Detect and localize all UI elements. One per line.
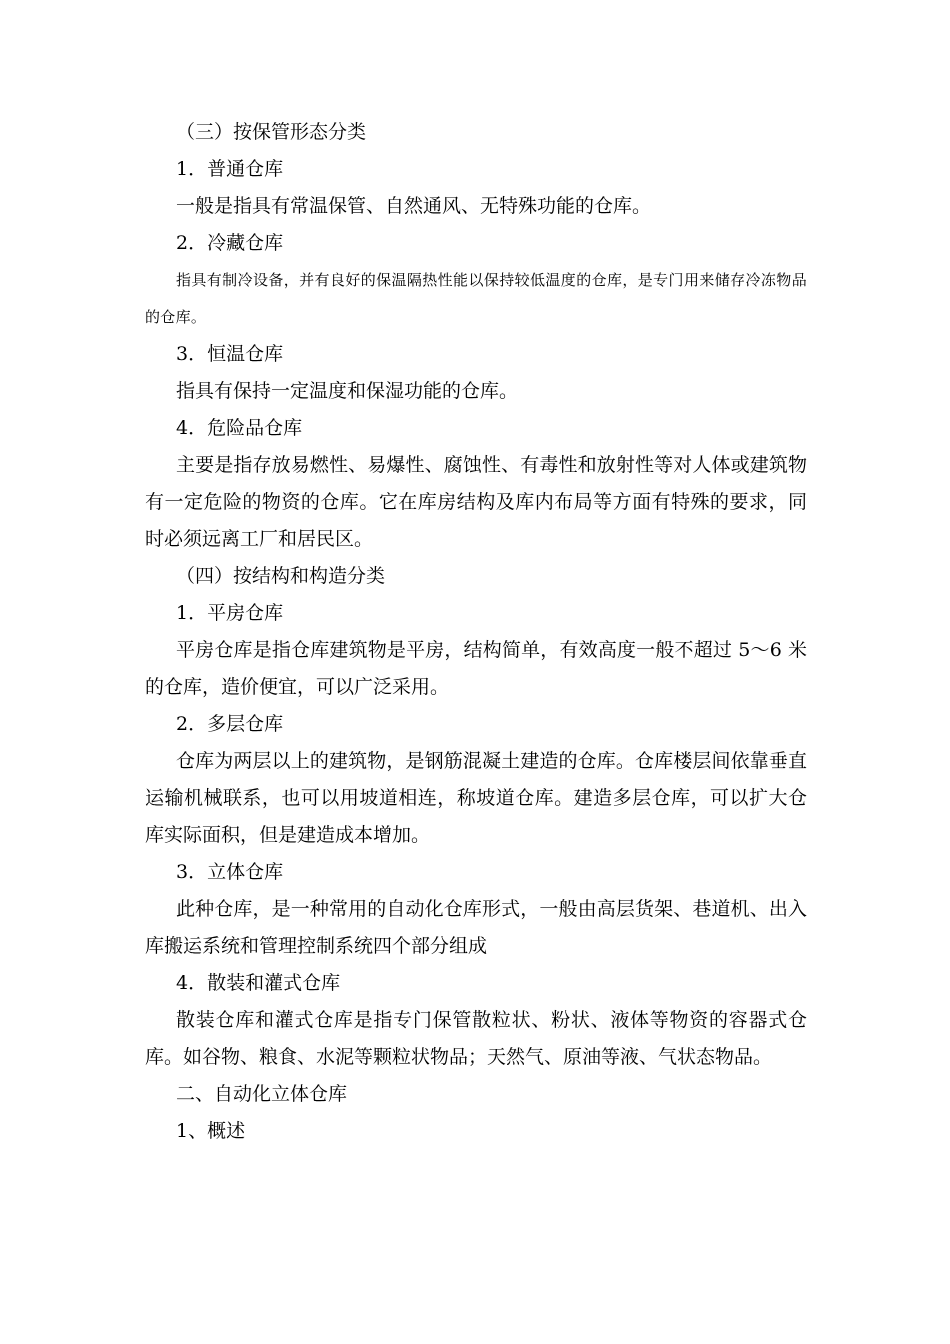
subheading-overview: 1、概述 xyxy=(176,1120,246,1142)
item-heading-multi-storey: 2．多层仓库 xyxy=(176,713,284,735)
paragraph-cold-storage: 指具有制冷设备，并有良好的保温隔热性能以保持较低温度的仓库，是专门用来储存冷冻物品的仓库。 xyxy=(145,271,807,326)
item-heading-single-storey: 1．平房仓库 xyxy=(176,602,284,624)
paragraph-hazardous-goods: 主要是指存放易燃性、易爆性、腐蚀性、有毒性和放射性等对人体或建筑物有一定危险的物资的仓库。它在库房结构及库内布局等方面有特殊的要求，同时必须远离工厂和居民区。 xyxy=(145,454,807,550)
paragraph-normal-warehouse: 一般是指具有常温保管、自然通风、无特殊功能的仓库。 xyxy=(176,195,652,217)
section-heading-structure: （四）按结构和构造分类 xyxy=(176,565,386,587)
item-heading-bulk-tank: 4．散装和灌式仓库 xyxy=(176,972,341,994)
item-heading-cold-storage: 2．冷藏仓库 xyxy=(176,232,284,254)
item-heading-hazardous-goods: 4．危险品仓库 xyxy=(176,417,303,439)
paragraph-automated-rack: 此种仓库，是一种常用的自动化仓库形式，一般由高层货架、巷道机、出入库搬运系统和管理控制系统四个部分组成 xyxy=(145,898,807,957)
paragraph-multi-storey: 仓库为两层以上的建筑物，是钢筋混凝土建造的仓库。仓库楼层间依靠垂直运输机械联系，也可以用坡道相连，称坡道仓库。建造多层仓库，可以扩大仓库实际面积，但是建造成本增加。 xyxy=(145,750,807,846)
chapter-heading-automated-warehouse: 二、自动化立体仓库 xyxy=(176,1083,348,1105)
item-heading-constant-temperature: 3．恒温仓库 xyxy=(176,343,284,365)
item-heading-automated-rack: 3．立体仓库 xyxy=(176,861,284,883)
section-heading-storage-form: （三）按保管形态分类 xyxy=(176,121,367,143)
item-heading-normal-warehouse: 1．普通仓库 xyxy=(176,158,284,180)
paragraph-constant-temperature: 指具有保持一定温度和保湿功能的仓库。 xyxy=(176,380,519,402)
paragraph-single-storey: 平房仓库是指仓库建筑物是平房，结构简单，有效高度一般不超过 5～6 米的仓库，造价便宜，可以广泛采用。 xyxy=(145,639,807,698)
document-body xyxy=(145,114,807,1150)
paragraph-bulk-tank: 散装仓库和灌式仓库是指专门保管散粒状、粉状、液体等物资的容器式仓库。如谷物、粮食、水泥等颗粒状物品；天然气、原油等液、气状态物品。 xyxy=(145,1009,807,1068)
